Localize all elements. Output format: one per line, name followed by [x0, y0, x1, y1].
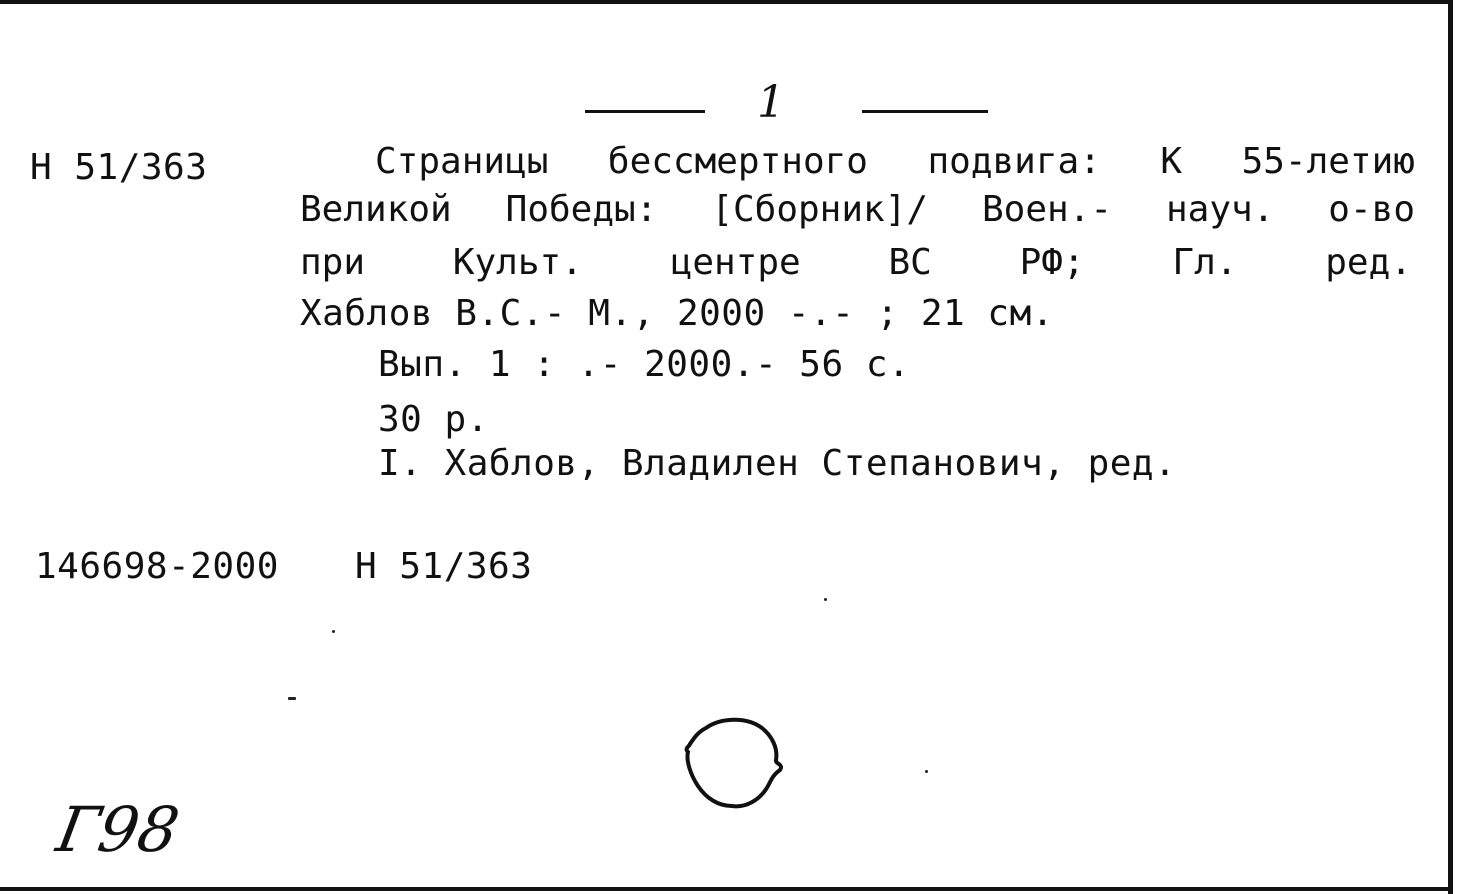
title-word: 55-летию — [1241, 141, 1415, 182]
title-word: центре — [670, 242, 801, 283]
handwritten-shelfmark: Г98 — [51, 793, 185, 866]
price-line: 30 р. — [378, 399, 489, 440]
header-dash-right — [862, 110, 988, 113]
title-word: о-во — [1328, 189, 1415, 230]
title-line-1 — [375, 142, 1415, 182]
call-number: Н 51/363 — [30, 147, 208, 188]
card-border-top — [0, 0, 1452, 4]
title-line-2 — [300, 190, 1415, 230]
title-word: науч. — [1165, 189, 1275, 230]
scan-speck — [288, 697, 296, 700]
title-word: подвига: — [927, 141, 1101, 182]
scan-speck — [925, 770, 928, 773]
accession-call-number: Н 51/363 — [355, 546, 533, 587]
title-word: Воен.- — [982, 189, 1113, 230]
title-word: Победы: — [505, 189, 658, 230]
title-line-3 — [300, 243, 1412, 283]
card-border-right — [1448, 0, 1453, 894]
card-border-bottom — [0, 887, 1452, 891]
title-word: Культ. — [452, 242, 583, 283]
punch-hole-icon — [676, 712, 788, 816]
scan-speck — [824, 598, 827, 601]
scan-speck — [332, 630, 335, 633]
header-dash-left — [585, 110, 705, 113]
title-word: ВС — [888, 242, 932, 283]
title-word: Страницы — [375, 141, 549, 182]
title-word: при — [300, 242, 366, 283]
title-word: ред. — [1325, 242, 1412, 283]
title-line-4: Хаблов В.С.- М., 2000 -.- ; 21 см. — [300, 293, 1054, 334]
title-word: Гл. — [1172, 242, 1238, 283]
page-number: 1 — [757, 77, 785, 128]
title-word: [Сборник]/ — [711, 189, 929, 230]
title-word: К — [1160, 141, 1183, 182]
accession-number: 146698-2000 — [35, 546, 279, 587]
volume-line: Вып. 1 : .- 2000.- 56 с. — [378, 344, 911, 385]
editor-line: I. Хаблов, Владилен Степанович, ред. — [378, 443, 1177, 484]
title-word: Великой — [300, 189, 452, 230]
title-word: РФ; — [1019, 242, 1085, 283]
title-word: бессмертного — [607, 141, 868, 182]
